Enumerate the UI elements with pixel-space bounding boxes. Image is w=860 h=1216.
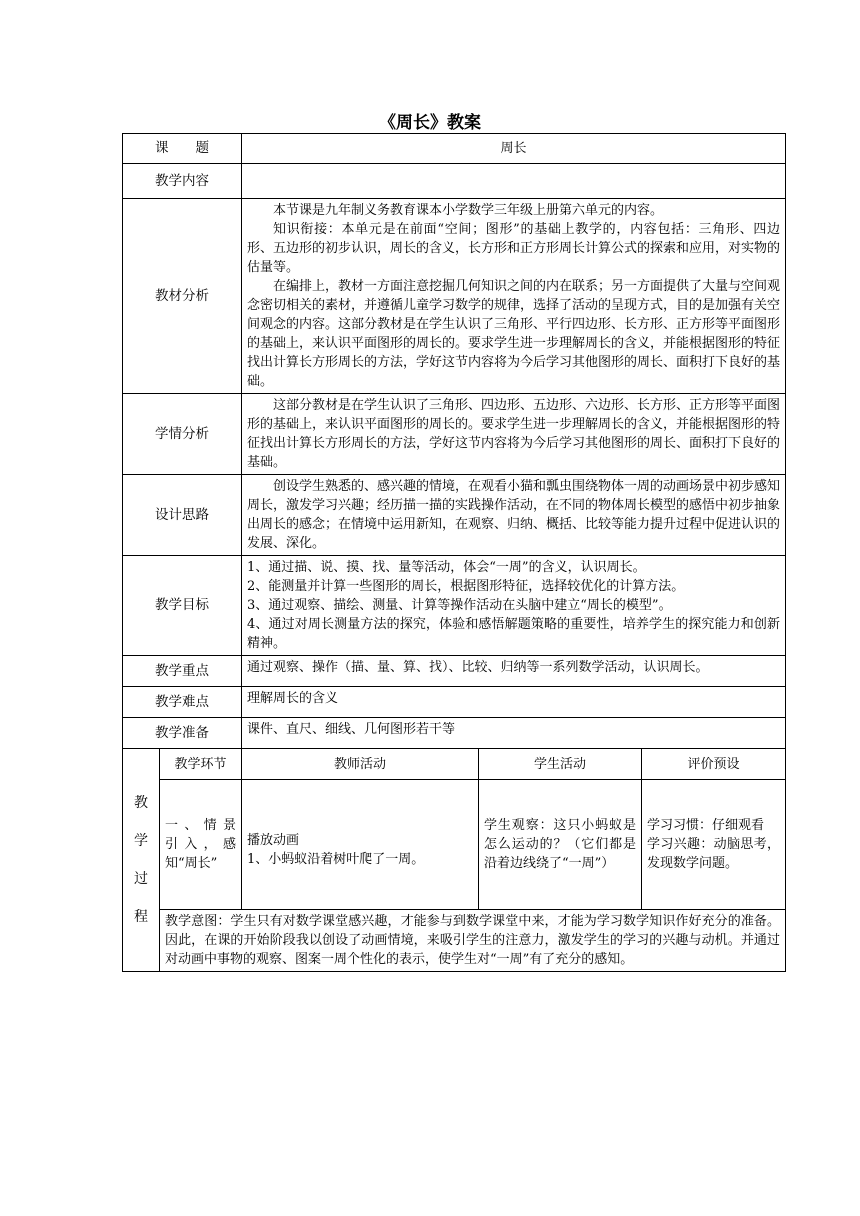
key-label: 教学重点 bbox=[123, 656, 242, 687]
row-prep bbox=[123, 718, 786, 749]
stage-line: 一、情景 bbox=[165, 818, 236, 833]
lesson-plan-table bbox=[122, 133, 786, 972]
difficulty-label: 教学难点 bbox=[123, 687, 242, 718]
goal-item: 2、能测量并计算一些图形的周长，根据图形特征，选择较优化的计算方法。 bbox=[247, 579, 685, 594]
header-teacher: 教师活动 bbox=[242, 749, 479, 780]
material-paragraph: 在编排上，教材一方面注意挖掘几何知识之间的内在联系；另一方面提供了大量与空间观念密切相关的素材，并遵循儿童学习数学的规律，选择了活动的呈现方式，目的是加强有关空间观念的内容。这部分教材是在学生认识了三角形、平行四边形、长方形、正方形等平面图形的基础上，来认识平面图形的周长的。要求学生进一步理解周长的含义，并能根据图形的特征找出计算长方形周长的方法，学好这节内容将为今后学习其他图形的周长、面积打下良好的基础。 bbox=[247, 279, 781, 389]
process-stage-row bbox=[123, 780, 786, 910]
row-design bbox=[123, 475, 786, 556]
student-text: 学生观察：这只小蚂蚁是怎么运动的？（它们都是沿着边线绕了“一周”） bbox=[484, 818, 636, 871]
process-label bbox=[123, 749, 160, 972]
teacher-activity bbox=[242, 780, 479, 910]
header-stage: 教学环节 bbox=[160, 749, 242, 780]
eval-line: 学习习惯：仔细观看 bbox=[647, 818, 765, 833]
header-student: 学生活动 bbox=[479, 749, 642, 780]
row-key bbox=[123, 656, 786, 687]
design-label: 设计思路 bbox=[123, 475, 242, 556]
student-activity bbox=[479, 780, 642, 910]
row-goals bbox=[123, 556, 786, 656]
topic-label: 课 题 bbox=[123, 134, 242, 164]
content-value bbox=[242, 164, 786, 199]
process-intent-row bbox=[123, 910, 786, 972]
row-topic bbox=[123, 134, 786, 164]
teaching-intent bbox=[160, 910, 786, 972]
evaluation bbox=[642, 780, 786, 910]
design-text: 创设学生熟悉的、感兴趣的情境，在观看小猫和瓢虫围绕物体一周的动画场景中初步感知周长，激发学习兴趣；经历描一描的实践操作活动，在不同的物体周长模型的感悟中初步抽象出周长的感念；在情境中运用新知，在观察、归纳、概括、比较等能力提升过程中促进认识的发展、深化。 bbox=[247, 479, 781, 551]
row-difficulty bbox=[123, 687, 786, 718]
row-content bbox=[123, 164, 786, 199]
difficulty-value: 理解周长的含义 bbox=[242, 687, 786, 718]
goals-label: 教学目标 bbox=[123, 556, 242, 656]
students-label: 学情分析 bbox=[123, 394, 242, 475]
process-label-char: 教 bbox=[134, 795, 148, 811]
process-label-char: 学 bbox=[134, 833, 148, 849]
prep-label: 教学准备 bbox=[123, 718, 242, 749]
process-label-char: 程 bbox=[134, 909, 148, 925]
eval-line: 学习兴趣：动脑思考，发现数学问题。 bbox=[647, 837, 781, 871]
header-eval: 评价预设 bbox=[642, 749, 786, 780]
students-text: 这部分教材是在学生认识了三角形、四边形、五边形、六边形、长方形、正方形等平面图形的基础上，来认识平面图形的周长的。要求学生进一步理解周长的含义，并能根据图形的特征找出计算长方形周长的方法，学好这节内容将为今后学习其他图形的周长、面积打下良好的基础。 bbox=[247, 398, 781, 470]
process-header-row bbox=[123, 749, 786, 780]
row-students bbox=[123, 394, 786, 475]
design-value bbox=[242, 475, 786, 556]
material-paragraph: 知识衔接：本单元是在前面“空间；图形”的基础上教学的，内容包括：三角形、四边形、五边形的初步认识，周长的含义，长方形和正方形周长计算公式的探索和应用，对实物的估量等。 bbox=[247, 222, 781, 275]
content-label: 教学内容 bbox=[123, 164, 242, 199]
stage-line: 知“周长” bbox=[165, 856, 218, 871]
teacher-line: 播放动画 bbox=[247, 832, 300, 848]
stage-line: 引入，感 bbox=[165, 837, 236, 852]
topic-value: 周长 bbox=[242, 134, 786, 164]
prep-value: 课件、直尺、细线、几何图形若干等 bbox=[242, 718, 786, 749]
intent-text: 教学意图：学生只有对数学课堂感兴趣，才能参与到数学课堂中来，才能为学习数学知识作好充分的准备。因此，在课的开始阶段我以创设了动画情境，来吸引学生的注意力，激发学生的学习的兴趣与动机。并通过对动画中事物的观察、图案一周个性化的表示，使学生对“一周”有了充分的感知。 bbox=[165, 914, 781, 967]
document-title: 《周长》教案 bbox=[379, 113, 481, 133]
key-value: 通过观察、操作（描、量、算、找）、比较、归纳等一系列数学活动，认识周长。 bbox=[242, 656, 786, 687]
goal-item: 4、通过对周长测量方法的探究，体验和感悟解题策略的重要性，培养学生的探究能力和创新精神。 bbox=[247, 617, 781, 651]
material-value bbox=[242, 199, 786, 394]
goal-item: 1、通过描、说、摸、找、量等活动，体会“一周”的含义，认识周长。 bbox=[247, 560, 646, 575]
stage-name bbox=[160, 780, 242, 910]
process-label-char: 过 bbox=[134, 871, 148, 887]
students-value bbox=[242, 394, 786, 475]
material-paragraph: 本节课是九年制义务教育课本小学数学三年级上册第六单元的内容。 bbox=[273, 203, 664, 218]
teacher-line: 1、小蚂蚁沿着树叶爬了一周。 bbox=[247, 851, 425, 867]
goal-item: 3、通过观察、描绘、测量、计算等操作活动在头脑中建立“周长的模型”。 bbox=[247, 598, 672, 613]
row-material bbox=[123, 199, 786, 394]
material-label: 教材分析 bbox=[123, 199, 242, 394]
goals-value bbox=[242, 556, 786, 656]
